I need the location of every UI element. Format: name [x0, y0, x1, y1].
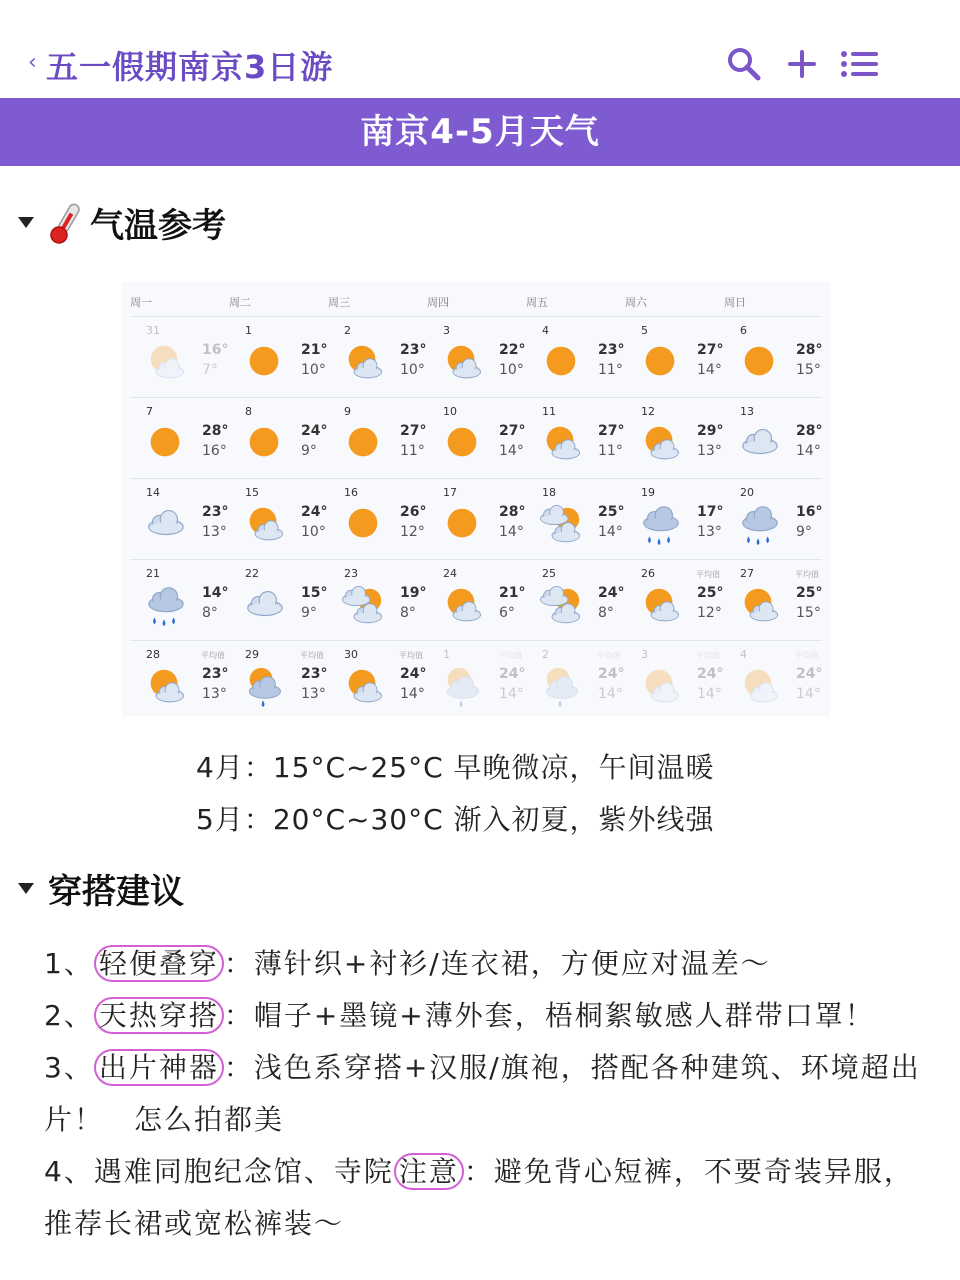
high-temp: 26°	[400, 504, 427, 520]
calendar-day	[625, 318, 724, 398]
high-temp: 23°	[598, 342, 625, 358]
average-label: 平均值	[795, 651, 819, 660]
day-number: 18	[542, 486, 556, 499]
day-number: 10	[443, 405, 457, 418]
high-temp: 17°	[697, 504, 724, 520]
day-number: 19	[641, 486, 655, 499]
sun-icon	[239, 340, 289, 384]
tip-keyword: 出片神器	[94, 1049, 224, 1086]
low-temp: 14°	[499, 443, 524, 459]
row-divider	[130, 640, 822, 641]
high-temp: 24°	[301, 504, 328, 520]
back-button[interactable]: ‹	[28, 50, 37, 75]
partly-cloudy-icon	[536, 502, 586, 546]
low-temp: 9°	[301, 605, 317, 621]
high-temp: 25°	[796, 585, 823, 601]
day-number: 25	[542, 567, 556, 580]
weather-banner: 南京4-5月天气	[0, 98, 960, 166]
tip-text: ：薄针织+衬衫/连衣裙，方便应对温差～	[223, 947, 771, 980]
low-temp: 16°	[202, 443, 227, 459]
calendar-day	[526, 399, 625, 479]
day-number: 29	[245, 648, 259, 661]
list-item	[44, 938, 924, 990]
day-number: 17	[443, 486, 457, 499]
calendar-day	[526, 318, 625, 398]
partly-cloudy-icon	[338, 583, 388, 627]
partly-cloudy-icon	[734, 583, 784, 627]
high-temp: 25°	[598, 504, 625, 520]
low-temp: 10°	[301, 524, 326, 540]
list-item	[44, 990, 924, 1042]
high-temp: 23°	[202, 666, 229, 682]
collapse-triangle-icon[interactable]	[18, 217, 34, 228]
average-label: 平均值	[597, 651, 621, 660]
outfit-section-title: 穿搭建议	[48, 872, 184, 912]
high-temp: 16°	[202, 342, 229, 358]
low-temp: 6°	[499, 605, 515, 621]
low-temp: 14°	[796, 686, 821, 702]
day-number: 22	[245, 567, 259, 580]
day-number: 30	[344, 648, 358, 661]
day-number: 4	[542, 324, 549, 337]
day-number: 3	[641, 648, 648, 661]
tip-prefix: 遇难同胞纪念馆、寺院	[93, 1155, 394, 1188]
cloud-icon	[734, 421, 784, 465]
partly-cloudy-icon	[536, 583, 586, 627]
partly-cloudy-icon	[140, 340, 190, 384]
low-temp: 11°	[598, 362, 623, 378]
low-temp: 11°	[400, 443, 425, 459]
day-number: 31	[146, 324, 160, 337]
tip-text: ：浅色系穿搭+汉服/旗袍，搭配各种建筑、环境超出片！ 怎么拍都美	[44, 1051, 921, 1136]
day-number: 26	[641, 567, 655, 580]
low-temp: 10°	[301, 362, 326, 378]
low-temp: 15°	[796, 362, 821, 378]
calendar-day	[328, 480, 427, 560]
calendar-day	[328, 399, 427, 479]
day-number: 5	[641, 324, 648, 337]
high-temp: 24°	[697, 666, 724, 682]
partly-cloudy-icon	[635, 583, 685, 627]
low-temp: 13°	[301, 686, 326, 702]
list-icon[interactable]	[840, 42, 880, 86]
sun-icon	[338, 502, 388, 546]
high-temp: 23°	[301, 666, 328, 682]
sun-icon	[239, 421, 289, 465]
page-title: 五一假期南京3日游	[46, 48, 334, 86]
cloud-icon	[140, 502, 190, 546]
low-temp: 13°	[202, 524, 227, 540]
high-temp: 24°	[796, 666, 823, 682]
rain-shower-icon	[437, 664, 487, 708]
calendar-day	[130, 642, 229, 722]
calendar-day	[229, 480, 328, 560]
row-divider	[130, 316, 822, 317]
high-temp: 27°	[499, 423, 526, 439]
day-number: 13	[740, 405, 754, 418]
calendar-day	[130, 561, 229, 641]
top-bar	[0, 0, 960, 98]
low-temp: 9°	[301, 443, 317, 459]
low-temp: 15°	[796, 605, 821, 621]
sun-icon	[734, 340, 784, 384]
low-temp: 14°	[598, 686, 623, 702]
day-number: 23	[344, 567, 358, 580]
list-item	[44, 1146, 924, 1250]
weekday-header: 周日	[724, 296, 746, 309]
weekday-header: 周一	[130, 296, 152, 309]
partly-cloudy-icon	[338, 340, 388, 384]
day-number: 16	[344, 486, 358, 499]
calendar-day	[427, 318, 526, 398]
day-number: 6	[740, 324, 747, 337]
rain-icon	[635, 502, 685, 546]
day-number: 2	[542, 648, 549, 661]
day-number: 14	[146, 486, 160, 499]
low-temp: 10°	[400, 362, 425, 378]
high-temp: 22°	[499, 342, 526, 358]
high-temp: 14°	[202, 585, 229, 601]
sun-icon	[437, 502, 487, 546]
calendar-day	[724, 480, 823, 560]
low-temp: 9°	[796, 524, 812, 540]
average-label: 平均值	[399, 651, 423, 660]
tip-number: 4、	[44, 1155, 94, 1188]
partly-cloudy-icon	[635, 421, 685, 465]
low-temp: 14°	[598, 524, 623, 540]
high-temp: 28°	[796, 423, 823, 439]
list-item	[44, 1042, 924, 1146]
high-temp: 27°	[400, 423, 427, 439]
calendar-day	[328, 642, 427, 722]
high-temp: 24°	[598, 585, 625, 601]
day-number: 12	[641, 405, 655, 418]
high-temp: 24°	[499, 666, 526, 682]
calendar-day	[427, 642, 526, 722]
average-label: 平均值	[498, 651, 522, 660]
day-number: 3	[443, 324, 450, 337]
low-temp: 12°	[697, 605, 722, 621]
partly-cloudy-icon	[437, 340, 487, 384]
low-temp: 8°	[400, 605, 416, 621]
high-temp: 23°	[400, 342, 427, 358]
calendar-day	[625, 561, 724, 641]
low-temp: 13°	[697, 524, 722, 540]
day-number: 24	[443, 567, 457, 580]
sun-icon	[338, 421, 388, 465]
calendar-day	[130, 318, 229, 398]
day-number: 20	[740, 486, 754, 499]
may-temperature: 5月：20°C~30°C 渐入初夏，紫外线强	[196, 803, 715, 836]
calendar-day	[526, 642, 625, 722]
average-label: 平均值	[300, 651, 324, 660]
average-label: 平均值	[795, 570, 819, 579]
high-temp: 24°	[598, 666, 625, 682]
low-temp: 11°	[598, 443, 623, 459]
calendar-day	[526, 480, 625, 560]
tip-keyword: 天热穿搭	[94, 997, 224, 1034]
sun-icon	[635, 340, 685, 384]
low-temp: 8°	[202, 605, 218, 621]
tip-number: 1、	[44, 947, 94, 980]
day-number: 21	[146, 567, 160, 580]
low-temp: 12°	[400, 524, 425, 540]
day-number: 1	[245, 324, 252, 337]
calendar-day	[625, 642, 724, 722]
day-number: 9	[344, 405, 351, 418]
average-label: 平均值	[201, 651, 225, 660]
tip-number: 3、	[44, 1051, 94, 1084]
rain-shower-icon	[536, 664, 586, 708]
outfit-tips	[44, 938, 924, 1250]
partly-cloudy-icon	[239, 502, 289, 546]
low-temp: 14°	[697, 686, 722, 702]
rain-icon	[140, 583, 190, 627]
partly-cloudy-icon	[635, 664, 685, 708]
calendar-day	[229, 642, 328, 722]
calendar-day	[724, 642, 823, 722]
weekday-header: 周六	[625, 296, 647, 309]
average-label: 平均值	[696, 651, 720, 660]
high-temp: 25°	[697, 585, 724, 601]
day-number: 7	[146, 405, 153, 418]
average-label: 平均值	[696, 570, 720, 579]
temperature-section-title: 气温参考	[90, 206, 226, 246]
weekday-header: 周四	[427, 296, 449, 309]
rain-shower-icon	[239, 664, 289, 708]
calendar-day	[229, 318, 328, 398]
high-temp: 28°	[796, 342, 823, 358]
cloud-icon	[239, 583, 289, 627]
tip-number: 2、	[44, 999, 94, 1032]
collapse-triangle-icon[interactable]	[18, 883, 34, 894]
day-number: 8	[245, 405, 252, 418]
high-temp: 28°	[202, 423, 229, 439]
high-temp: 28°	[499, 504, 526, 520]
row-divider	[130, 559, 822, 560]
calendar-day	[427, 399, 526, 479]
low-temp: 7°	[202, 362, 218, 378]
low-temp: 13°	[697, 443, 722, 459]
thermometer-icon	[48, 201, 84, 245]
partly-cloudy-icon	[536, 421, 586, 465]
day-number: 4	[740, 648, 747, 661]
high-temp: 21°	[301, 342, 328, 358]
weather-calendar	[122, 282, 830, 716]
low-temp: 14°	[400, 686, 425, 702]
day-number: 1	[443, 648, 450, 661]
sun-icon	[140, 421, 190, 465]
day-number: 27	[740, 567, 754, 580]
row-divider	[130, 397, 822, 398]
high-temp: 29°	[697, 423, 724, 439]
partly-cloudy-icon	[140, 664, 190, 708]
day-number: 28	[146, 648, 160, 661]
partly-cloudy-icon	[437, 583, 487, 627]
low-temp: 14°	[697, 362, 722, 378]
search-icon[interactable]	[724, 42, 764, 86]
high-temp: 27°	[598, 423, 625, 439]
calendar-day	[526, 561, 625, 641]
calendar-day	[130, 480, 229, 560]
low-temp: 8°	[598, 605, 614, 621]
high-temp: 24°	[301, 423, 328, 439]
calendar-day	[328, 318, 427, 398]
weekday-header: 周二	[229, 296, 251, 309]
partly-cloudy-icon	[338, 664, 388, 708]
calendar-day	[724, 561, 823, 641]
high-temp: 16°	[796, 504, 823, 520]
calendar-day	[328, 561, 427, 641]
day-number: 2	[344, 324, 351, 337]
temperature-section-header[interactable]	[18, 198, 226, 247]
tip-keyword: 注意	[394, 1153, 464, 1190]
weekday-header: 周五	[526, 296, 548, 309]
calendar-day	[130, 399, 229, 479]
calendar-day	[724, 399, 823, 479]
april-temperature: 4月：15°C~25°C 早晚微凉，午间温暖	[196, 751, 715, 784]
low-temp: 10°	[499, 362, 524, 378]
rain-icon	[734, 502, 784, 546]
calendar-day	[625, 399, 724, 479]
weekday-header: 周三	[328, 296, 350, 309]
row-divider	[130, 478, 822, 479]
high-temp: 19°	[400, 585, 427, 601]
outfit-section-header[interactable]	[18, 864, 184, 913]
high-temp: 24°	[400, 666, 427, 682]
calendar-day	[625, 480, 724, 560]
calendar-day	[427, 480, 526, 560]
calendar-day	[724, 318, 823, 398]
low-temp: 14°	[796, 443, 821, 459]
high-temp: 23°	[202, 504, 229, 520]
high-temp: 21°	[499, 585, 526, 601]
calendar-day	[229, 399, 328, 479]
tip-text: ：避免背心短裤，不要奇装异服，推荐长裙或宽松裤装～	[44, 1155, 914, 1240]
high-temp: 27°	[697, 342, 724, 358]
sun-icon	[437, 421, 487, 465]
low-temp: 14°	[499, 524, 524, 540]
tip-keyword: 轻便叠穿	[94, 945, 224, 982]
sun-icon	[536, 340, 586, 384]
day-number: 11	[542, 405, 556, 418]
calendar-day	[427, 561, 526, 641]
partly-cloudy-icon	[734, 664, 784, 708]
tip-text: ：帽子+墨镜+薄外套，梧桐絮敏感人群带口罩！	[223, 999, 875, 1032]
high-temp: 15°	[301, 585, 328, 601]
low-temp: 13°	[202, 686, 227, 702]
add-icon[interactable]	[782, 42, 822, 86]
calendar-day	[229, 561, 328, 641]
day-number: 15	[245, 486, 259, 499]
low-temp: 14°	[499, 686, 524, 702]
